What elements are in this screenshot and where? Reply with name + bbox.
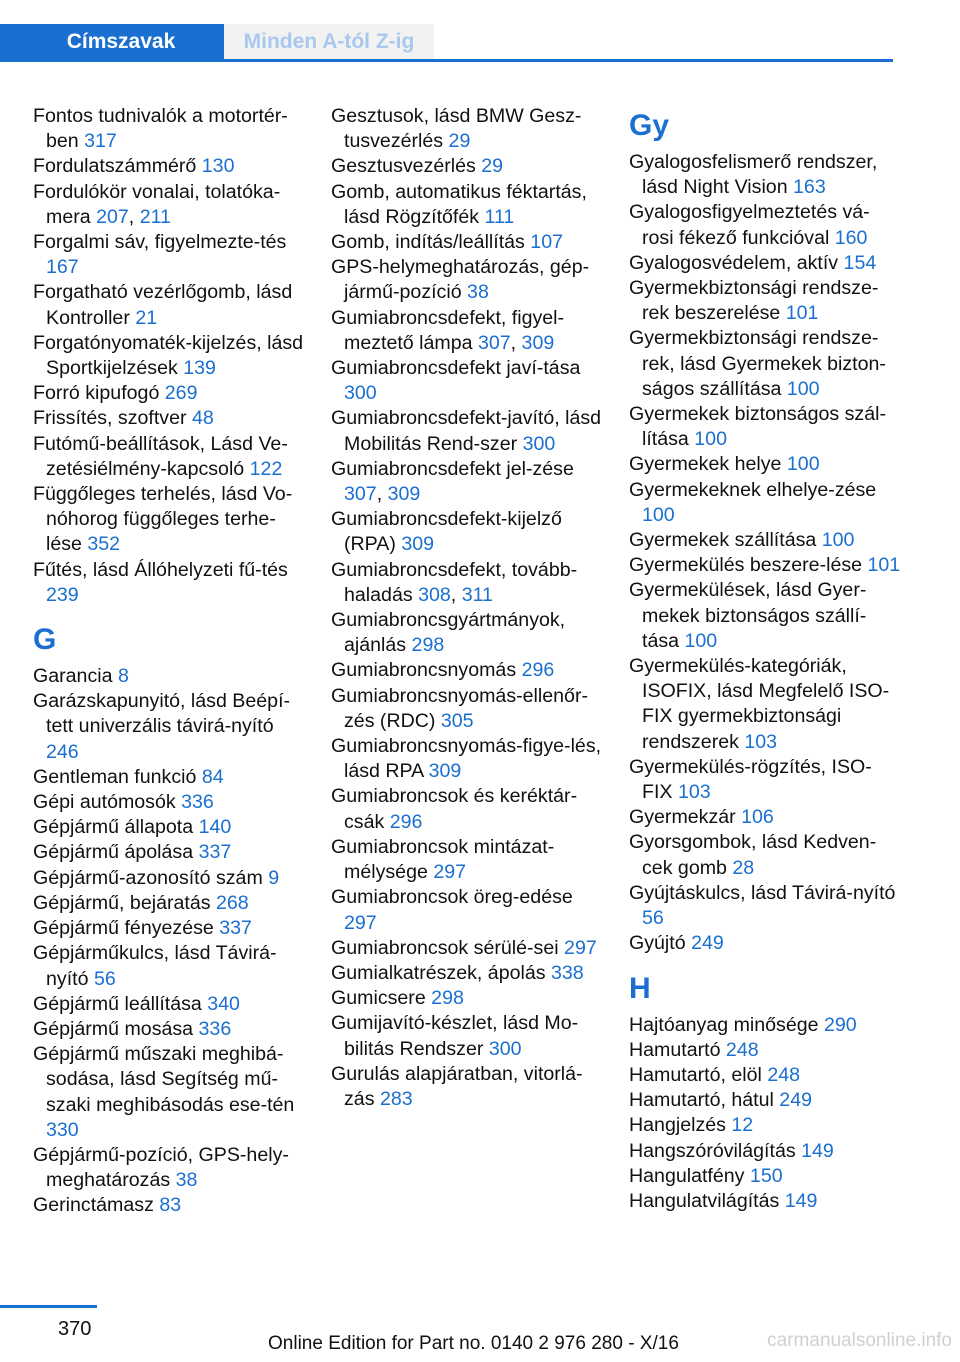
page-link[interactable]: 38 xyxy=(175,1169,198,1192)
page-link[interactable]: 248 xyxy=(725,1038,759,1061)
index-term: Gyalogosfelismerő rendszer, lásd Night Vision xyxy=(629,151,878,199)
index-entry xyxy=(33,992,305,1017)
index-term: Forgalmi sáv, figyelmezte-tés xyxy=(33,231,287,254)
index-term: Gépjármű-pozíció, GPS-hely-meghatározás xyxy=(33,1143,289,1192)
index-entry xyxy=(331,1011,603,1061)
page-link[interactable]: 239 xyxy=(46,583,79,606)
index-entry xyxy=(629,1164,901,1189)
watermark: carmanualsonline.info xyxy=(767,1330,952,1351)
index-term: Gerinctámasz xyxy=(33,1194,160,1217)
index-entry xyxy=(331,885,603,935)
index-term: Hamutartó, hátul xyxy=(629,1089,780,1112)
index-entry xyxy=(331,306,603,356)
index-term: Gépjármű, bejáratás xyxy=(33,891,216,914)
index-entry xyxy=(33,891,305,916)
page-link[interactable]: 290 xyxy=(823,1013,857,1036)
page-link[interactable]: 140 xyxy=(198,816,232,839)
index-entry xyxy=(629,654,901,755)
page-link[interactable]: 317 xyxy=(84,130,117,153)
page-link[interactable]: 38 xyxy=(467,281,489,304)
index-column-3 xyxy=(629,104,901,1214)
page-link[interactable]: 309 xyxy=(401,533,435,556)
page-link[interactable]: 103 xyxy=(677,781,711,804)
page-link[interactable]: 305 xyxy=(440,709,474,732)
index-term: Gumijavító-készlet, lásd Mo-bilitás Rendszer xyxy=(331,1012,579,1060)
index-entry xyxy=(629,478,901,528)
page-link[interactable]: 163 xyxy=(793,176,826,199)
tab-cimszavak[interactable]: Címszavak xyxy=(0,24,224,60)
index-entry xyxy=(331,1062,603,1112)
index-term: Forgatónyomaték-kijelzés, lásd Sportkijelzések xyxy=(33,331,304,380)
index-term: Frissítés, szoftver xyxy=(33,407,192,430)
page-link[interactable]: 100 xyxy=(642,503,675,526)
index-entry xyxy=(33,916,305,941)
index-term: Gyermekülések, lásd Gyer-mekek biztonságos szállí-tása xyxy=(629,579,867,652)
edition-text: Online Edition for Part no. 0140 2 976 280 - X/16 xyxy=(268,1333,679,1354)
index-entry xyxy=(629,755,901,805)
page-link[interactable]: 149 xyxy=(784,1189,818,1212)
index-entry xyxy=(331,986,603,1011)
page-link[interactable]: 296 xyxy=(521,659,555,682)
index-term: Hangszóróvilágítás xyxy=(629,1139,802,1162)
page-link[interactable]: 248 xyxy=(767,1063,801,1086)
page-link[interactable]: 207 xyxy=(96,205,129,228)
index-entry xyxy=(33,1193,305,1218)
index-term: Hamutartó, elöl xyxy=(629,1063,768,1086)
index-entry xyxy=(33,1143,305,1193)
tab-bar xyxy=(0,0,960,62)
page-link[interactable]: 130 xyxy=(201,155,235,178)
index-entry xyxy=(331,936,603,961)
page-link[interactable]: 297 xyxy=(433,861,467,884)
index-term: Garázskapunyitó, lásd Beépí-tett univerzális távirá-nyító xyxy=(33,690,291,738)
index-entry xyxy=(33,815,305,840)
index-term: Gyermekülés beszere-lése xyxy=(629,554,868,577)
page-link[interactable]: 154 xyxy=(843,251,877,274)
page-number: 370 xyxy=(58,1318,92,1340)
index-term: Forgatható vezérlőgomb, lásd Kontroller xyxy=(33,281,293,329)
page-separator: , xyxy=(450,583,462,606)
page-link[interactable]: 330 xyxy=(46,1118,79,1141)
index-term: Gyermekülés-rögzítés, ISO-FIX xyxy=(629,755,872,804)
page-link[interactable]: 336 xyxy=(181,791,214,814)
page-link[interactable]: 29 xyxy=(448,130,471,153)
index-entry xyxy=(629,276,901,326)
page-link[interactable]: 8 xyxy=(117,665,129,688)
index-term: Gyermekeknek elhelye-zése xyxy=(629,478,877,501)
index-term: Hangulatfény xyxy=(629,1164,750,1187)
tab-minden-a-z[interactable]: Minden A-tól Z-ig xyxy=(224,24,434,60)
index-term: Hangulatvilágítás xyxy=(629,1189,785,1212)
index-term: Hamutartó xyxy=(629,1038,726,1061)
index-term: Gyújtó xyxy=(629,932,692,955)
index-entry xyxy=(33,765,305,790)
index-entry xyxy=(331,406,603,456)
page-link[interactable]: 283 xyxy=(379,1087,413,1110)
page-link[interactable]: 300 xyxy=(522,432,556,455)
index-entry xyxy=(33,180,305,230)
index-term: Gépjármű leállítása xyxy=(33,992,208,1015)
index-term: Forró kipufogó xyxy=(33,382,165,405)
index-entry xyxy=(33,230,305,280)
page-link[interactable]: 352 xyxy=(87,533,121,556)
index-term: Gépjármű mosása xyxy=(33,1017,199,1040)
index-entry xyxy=(629,578,901,654)
index-term: Fordulatszámmérő xyxy=(33,155,202,178)
page-link[interactable]: 249 xyxy=(779,1089,812,1112)
index-term: Gyorsgombok, lásd Kedven-cek gomb xyxy=(629,831,877,879)
index-entry xyxy=(629,830,901,880)
index-term: Gépjármű-azonosító szám xyxy=(33,866,269,889)
page-link[interactable]: 21 xyxy=(135,306,158,329)
index-entry xyxy=(331,180,603,230)
page-link[interactable]: 309 xyxy=(428,760,462,783)
index-entry xyxy=(629,1189,901,1214)
index-term: Gépjármű fényezése xyxy=(33,917,220,940)
index-term: Függőleges terhelés, lásd Vo-nóhorog függőleges terhe-lése xyxy=(33,483,293,556)
page-link[interactable]: 300 xyxy=(344,382,377,405)
page-link[interactable]: 298 xyxy=(431,987,464,1010)
page-link[interactable]: 307 xyxy=(477,331,511,354)
index-term: Gumiabroncsnyomás-figye-lés, lásd RPA xyxy=(331,735,602,783)
page-link[interactable]: 337 xyxy=(219,917,252,940)
page-link[interactable]: 100 xyxy=(786,377,820,400)
page-link[interactable]: 107 xyxy=(530,231,563,254)
page-link[interactable]: 106 xyxy=(741,806,774,829)
index-entry xyxy=(33,381,305,406)
index-entry xyxy=(331,230,603,255)
section-letter: H xyxy=(629,971,651,1005)
page-link[interactable]: 139 xyxy=(183,357,216,380)
index-entry xyxy=(33,1042,305,1143)
index-term: Gyermekek biztonságos szál-lítása xyxy=(629,403,886,451)
index-entry xyxy=(331,658,603,683)
index-entry xyxy=(331,784,603,834)
index-term: Gumiabroncsok és keréktár-csák xyxy=(331,785,578,833)
index-entry xyxy=(331,154,603,179)
page-link[interactable]: 103 xyxy=(744,730,778,753)
index-entry xyxy=(629,881,901,931)
page-link[interactable]: 309 xyxy=(521,331,555,354)
page-link[interactable]: 100 xyxy=(694,428,727,451)
page-link[interactable]: 340 xyxy=(207,992,240,1015)
index-term: Gumiabroncsdefekt javí-tása xyxy=(331,357,581,380)
index-term: Gyermekek szállítása xyxy=(629,529,822,552)
index-term: Gyermekbiztonsági rendsze-rek, lásd Gyermekek bizton-ságos szállítása xyxy=(629,327,886,400)
index-entry xyxy=(33,664,305,689)
index-term: Gumiabroncsok sérülé-sei xyxy=(331,936,565,959)
index-term: Gépjármű műszaki meghibá-sodása, lásd Segítség mű-szaki meghibásodás ese-tén xyxy=(33,1043,295,1116)
page-link[interactable]: 12 xyxy=(731,1114,754,1137)
page-link[interactable]: 149 xyxy=(801,1139,834,1162)
page-link[interactable]: 249 xyxy=(691,932,724,955)
index-entry xyxy=(331,558,603,608)
index-entry xyxy=(629,1038,901,1063)
index-entry xyxy=(629,528,901,553)
page-link[interactable]: 100 xyxy=(821,529,855,552)
index-entry xyxy=(33,331,305,381)
index-term: Gumiabroncsgyártmányok, ajánlás xyxy=(331,609,566,657)
page-link[interactable]: 297 xyxy=(344,911,377,934)
index-term: Gépjármű állapota xyxy=(33,816,199,839)
index-term: Gumiabroncsdefekt-kijelző (RPA) xyxy=(331,508,562,556)
index-entry xyxy=(629,805,901,830)
index-entry xyxy=(629,326,901,402)
index-term: Gyermekzár xyxy=(629,806,742,829)
page-link[interactable]: 56 xyxy=(93,967,116,990)
index-term: Fontos tudnivalók a motortér-ben xyxy=(33,105,288,153)
index-term: Gurulás alapjáratban, vitorlá-zás xyxy=(331,1062,583,1110)
index-term: Hajtóanyag minősége xyxy=(629,1013,824,1036)
index-term: Gumiabroncsdefekt-javító, lásd Mobilitás Rend-szer xyxy=(331,407,602,455)
index-term: Gépjárműkulcs, lásd Távirá-nyító xyxy=(33,942,277,990)
index-term: Gumiabroncsnyomás-ellenőr-zés (RDC) xyxy=(331,684,588,732)
index-term: Gépjármű ápolása xyxy=(33,841,199,864)
index-entry xyxy=(33,280,305,330)
page-link[interactable]: 309 xyxy=(387,483,421,506)
page-link[interactable]: 336 xyxy=(198,1017,232,1040)
page-link[interactable]: 296 xyxy=(389,810,423,833)
page-link[interactable]: 100 xyxy=(786,453,820,476)
index-entry xyxy=(33,406,305,431)
index-entry xyxy=(629,1139,901,1164)
index-entry xyxy=(33,558,305,608)
index-column-1 xyxy=(33,104,305,1219)
index-term: Gumicsere xyxy=(331,987,432,1010)
index-entry xyxy=(629,251,901,276)
index-entry xyxy=(33,689,305,765)
index-term: Fűtés, lásd Állóhelyzeti fű-tés xyxy=(33,558,288,581)
page-link[interactable]: 100 xyxy=(684,629,718,652)
index-entry xyxy=(629,553,901,578)
page-link[interactable]: 150 xyxy=(749,1164,783,1187)
page-link[interactable]: 337 xyxy=(198,841,232,864)
index-entry xyxy=(331,507,603,557)
page-separator: , xyxy=(510,331,522,354)
page-link[interactable]: 307 xyxy=(344,483,377,506)
index-term: Gumiabroncsok öreg-edése xyxy=(331,886,573,909)
page-link[interactable]: 268 xyxy=(215,891,249,914)
index-entry xyxy=(33,154,305,179)
index-entry xyxy=(331,835,603,885)
index-entry xyxy=(33,941,305,991)
page-link[interactable]: 311 xyxy=(461,583,493,606)
page-link[interactable]: 56 xyxy=(642,907,664,930)
index-term: Gumialkatrészek, ápolás xyxy=(331,961,551,984)
index-term: Futómű-beállítások, Lásd Ve-zetésiélmény-kapcsoló xyxy=(33,432,288,480)
index-term: Gyújtáskulcs, lásd Távirá-nyító xyxy=(629,881,896,904)
index-entry xyxy=(629,931,901,956)
index-term: Gentleman funkció xyxy=(33,765,202,788)
index-entry xyxy=(331,961,603,986)
index-term: GPS-helymeghatározás, gép-jármű-pozíció xyxy=(331,256,590,304)
page-link[interactable]: 246 xyxy=(46,740,79,763)
index-entry xyxy=(629,402,901,452)
index-term: Gumiabroncsnyomás xyxy=(331,659,522,682)
index-term: Gumiabroncsdefekt jel-zése xyxy=(331,457,574,480)
index-entry xyxy=(33,866,305,891)
page-link[interactable]: 101 xyxy=(785,302,819,325)
section-letter: G xyxy=(33,623,57,657)
index-entry xyxy=(331,255,603,305)
index-term: Gumiabroncsok mintázat-mélysége xyxy=(331,835,555,884)
index-entry xyxy=(33,1017,305,1042)
page-link[interactable]: 29 xyxy=(481,155,504,178)
index-entry xyxy=(629,1013,901,1038)
index-entry xyxy=(629,150,901,200)
index-term: Gyalogosfigyelmeztetés vá-rosi fékező funkcióval xyxy=(629,201,870,249)
index-term: Gomb, automatikus féktartás, lásd Rögzítőfék xyxy=(331,180,587,228)
index-entry xyxy=(629,1063,901,1088)
index-entry xyxy=(33,840,305,865)
index-entry xyxy=(629,452,901,477)
page-link[interactable]: 9 xyxy=(268,866,280,889)
index-term: Gesztusvezérlés xyxy=(331,155,482,178)
page-link[interactable]: 84 xyxy=(201,765,224,788)
index-entry xyxy=(331,684,603,734)
page-link[interactable]: 211 xyxy=(139,205,171,228)
index-entry xyxy=(331,104,603,154)
page-link[interactable]: 101 xyxy=(867,554,901,577)
index-term: Gumiabroncsdefekt, figyel-meztető lámpa xyxy=(331,306,565,354)
index-entry xyxy=(629,200,901,250)
page-link[interactable]: 338 xyxy=(550,961,584,984)
page-link[interactable]: 28 xyxy=(732,856,755,879)
page-link[interactable]: 269 xyxy=(164,382,198,405)
index-entry xyxy=(629,1113,901,1138)
index-entry xyxy=(33,482,305,558)
index-entry xyxy=(33,790,305,815)
page-link[interactable]: 122 xyxy=(249,457,283,480)
page-link[interactable]: 300 xyxy=(488,1037,522,1060)
page-link[interactable]: 167 xyxy=(46,256,79,279)
index-term: Gyermekülés-kategóriák, ISOFIX, lásd Megfelelő ISO-FIX gyermekbiztonsági rendszerek xyxy=(629,655,890,753)
index-term: Hangjelzés xyxy=(629,1114,732,1137)
page-link[interactable]: 298 xyxy=(411,634,445,657)
page-separator: , xyxy=(128,205,140,228)
index-entry xyxy=(629,1088,901,1113)
index-term: Gyalogosvédelem, aktív xyxy=(629,251,844,274)
page-link[interactable]: 111 xyxy=(484,205,515,228)
index-term: Gumiabroncsdefekt, tovább-haladás xyxy=(331,558,578,606)
index-term: Gomb, indítás/leállítás xyxy=(331,231,531,254)
page-link[interactable]: 160 xyxy=(834,226,868,249)
index-entry xyxy=(33,432,305,482)
page-link[interactable]: 83 xyxy=(159,1194,182,1217)
footer-rule xyxy=(0,1305,97,1308)
index-term: Garancia xyxy=(33,665,118,688)
section-letter: Gy xyxy=(629,109,670,142)
page-link[interactable]: 308 xyxy=(418,583,451,606)
index-entry xyxy=(331,356,603,406)
tab-underline xyxy=(0,59,893,62)
index-entry xyxy=(331,457,603,507)
index-term: Fordulókör vonalai, tolatóka-mera xyxy=(33,180,281,228)
page-separator: , xyxy=(376,483,388,506)
index-column-2 xyxy=(331,104,603,1112)
page-link[interactable]: 297 xyxy=(564,936,597,959)
index-term: Gesztusok, lásd BMW Gesz-tusvezérlés xyxy=(331,105,582,153)
index-term: Gyermekek helye xyxy=(629,453,787,476)
index-entry xyxy=(331,734,603,784)
page-link[interactable]: 48 xyxy=(191,407,214,430)
index-entry xyxy=(331,608,603,658)
index-entry xyxy=(33,104,305,154)
index-term: Gépi autómosók xyxy=(33,791,182,814)
index-term: Gyermekbiztonsági rendsze-rek beszerelése xyxy=(629,277,879,325)
